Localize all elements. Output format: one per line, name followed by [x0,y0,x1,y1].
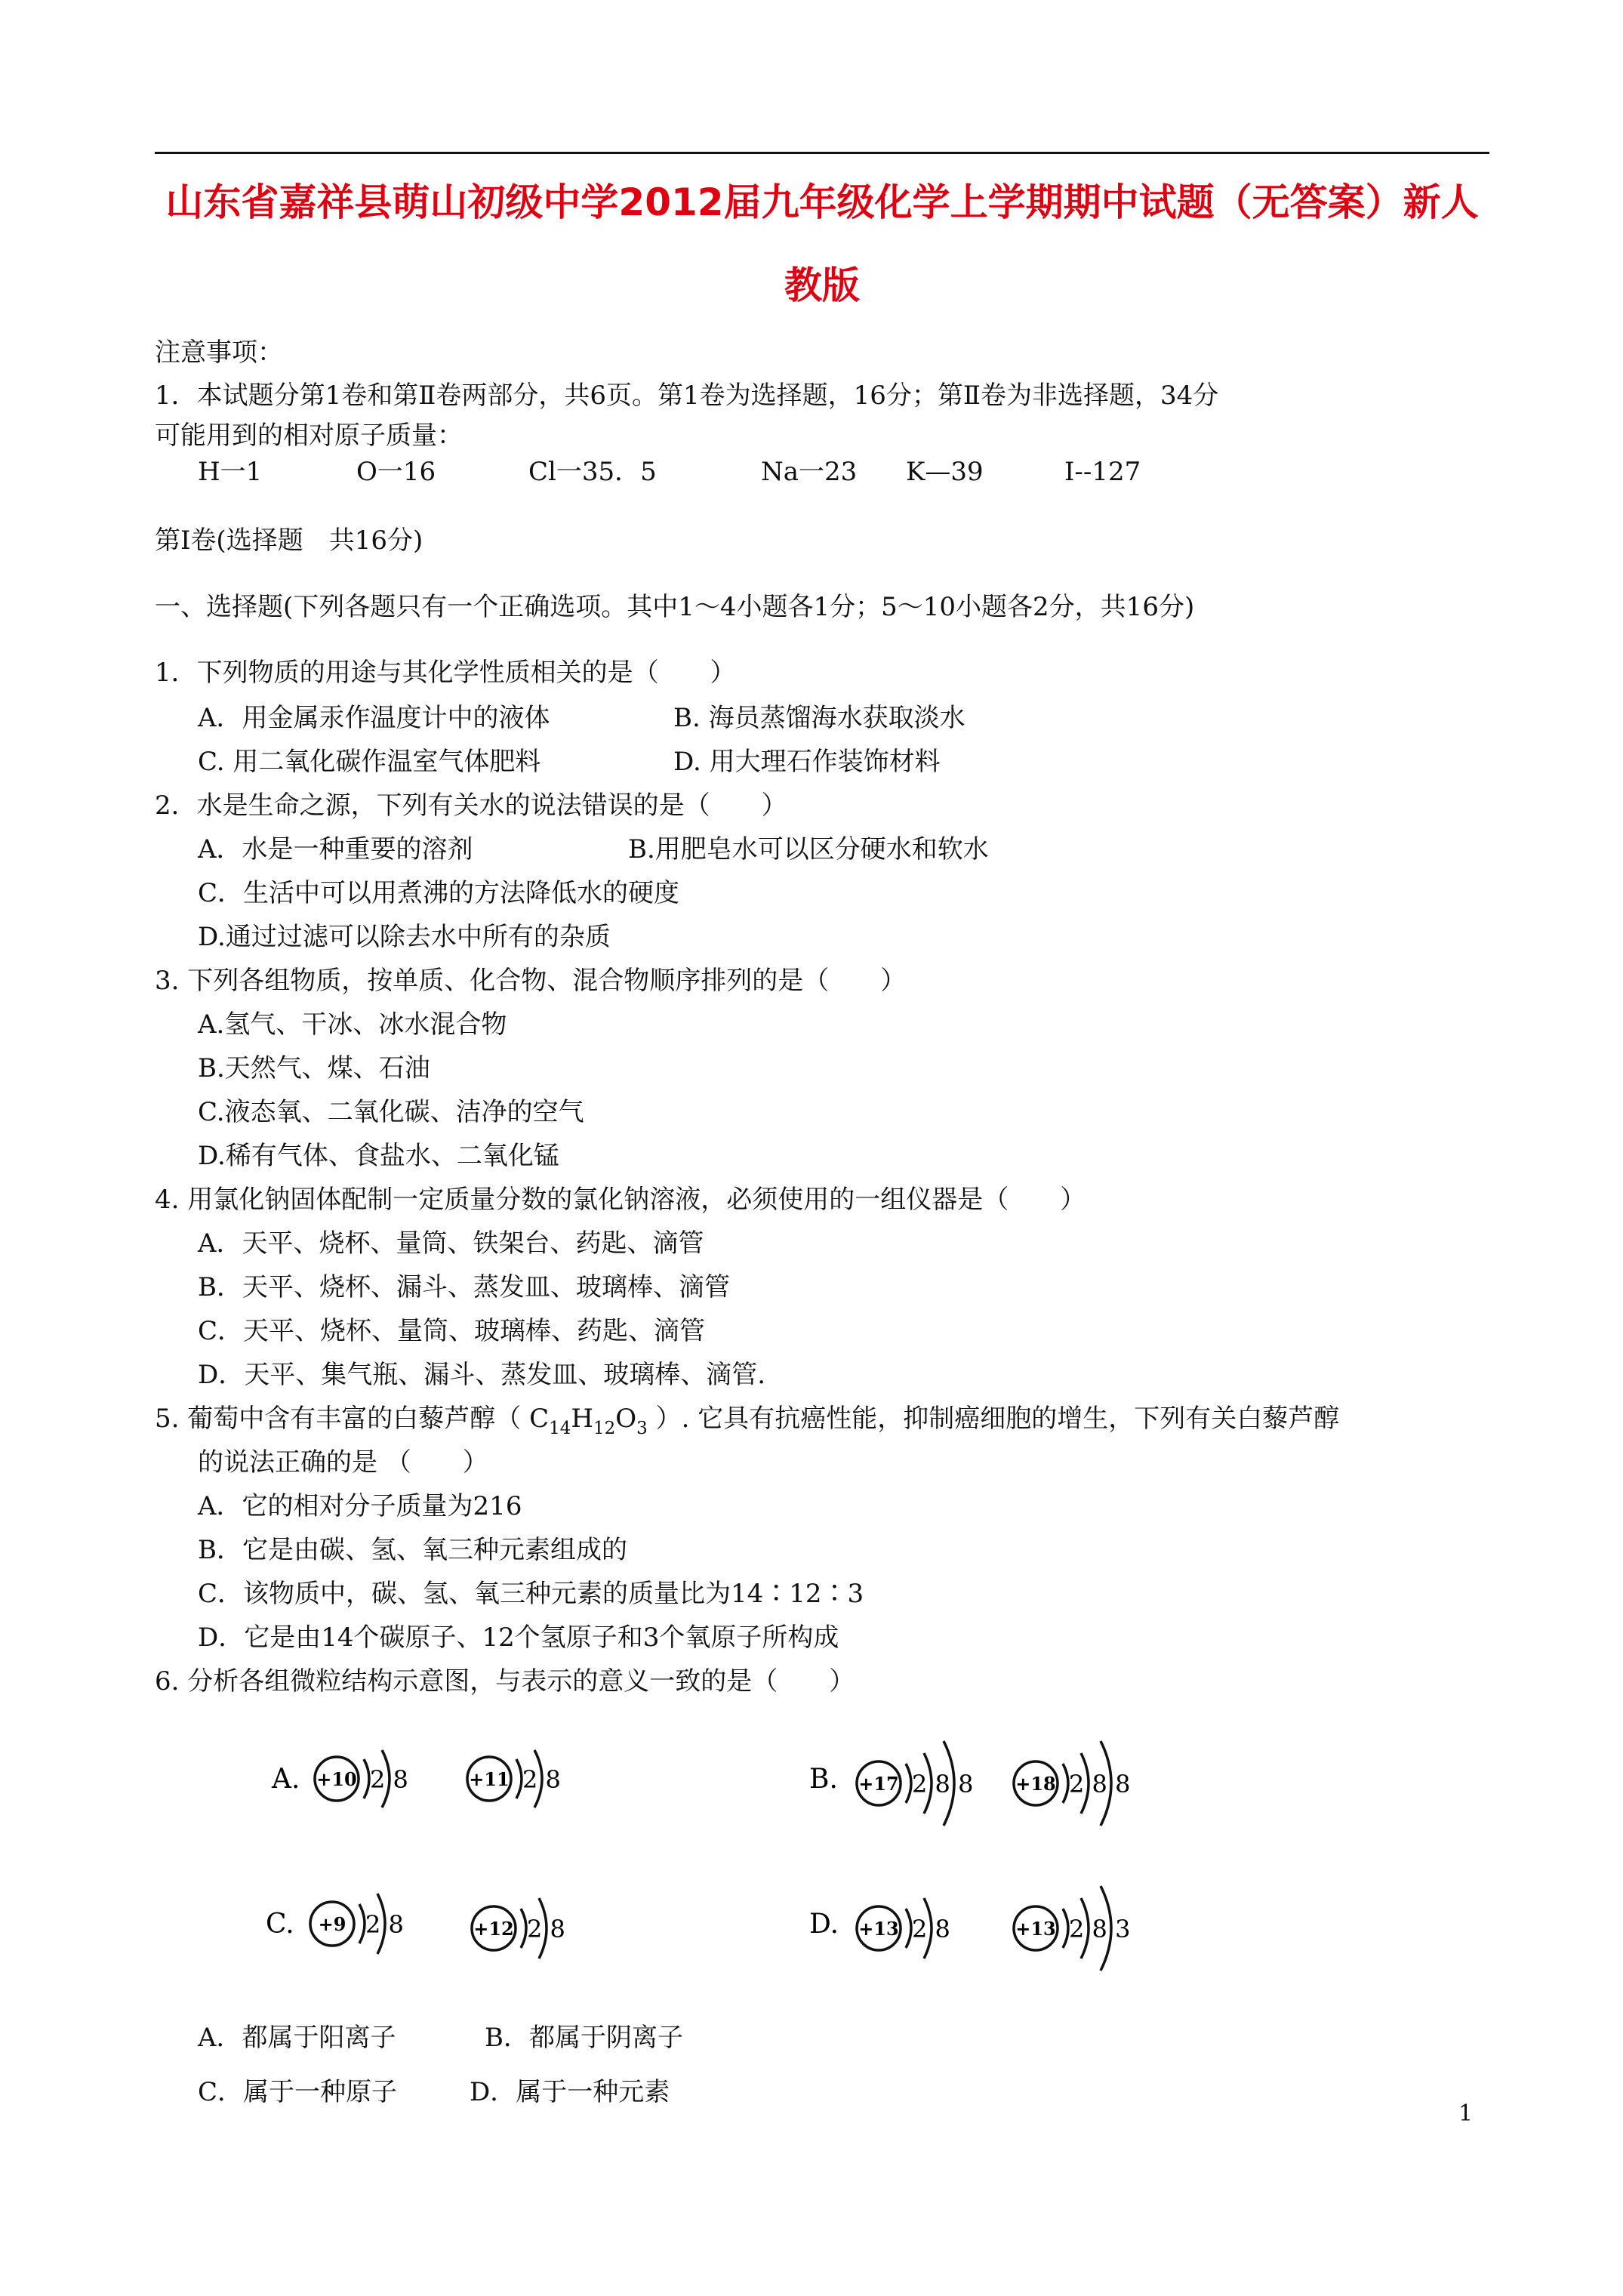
electron-counts: 2 8 3 [1069,1915,1131,1943]
shell-arc [364,1759,369,1798]
notes-item-1: 1．本试题分第1卷和第Ⅱ卷两部分，共6页。第1卷为选择题，16分；第Ⅱ卷为非选择题，34分 [155,381,1219,411]
q3-option-c: C.液态氧、二氧化碳、洁净的空气 [198,1097,584,1127]
q5-stem-prefix: 5. 葡萄中含有丰富的白藜芦醇（ [155,1404,530,1434]
mass-na: Na一23 [761,457,858,487]
section-heading: 第Ⅰ卷(选择题 共16分) [155,525,423,556]
mass-cl: Cl一35．5 [528,457,657,487]
section-instruction: 一、选择题(下列各题只有一个正确选项。其中1～4小题各1分；5～10小题各2分，共16分) [155,592,1195,622]
question-3-stem: 3. 下列各组物质，按单质、化合物、混合物顺序排列的是（ ） [155,966,907,996]
q6-option-b: B．都属于阴离子 [485,2023,683,2053]
mass-heading: 可能用到的相对原子质量： [155,421,463,451]
q3-option-a: A.氢气、干冰、冰水混合物 [198,1009,507,1040]
notes-heading: 注意事项： [155,337,283,368]
electron-counts: 2 8 8 [1069,1770,1131,1798]
q4-option-d: D．天平、集气瓶、漏斗、蒸发皿、玻璃棒、滴管. [198,1360,766,1390]
group-label-c: C. [266,1909,294,1940]
q3-option-b: B.天然气、煤、石油 [198,1053,430,1083]
electron-counts: 2 8 [365,1910,404,1939]
q4-option-c: C．天平、烧杯、量筒、玻璃棒、药匙、滴管 [198,1316,706,1346]
document-title-line1: 山东省嘉祥县萌山初级中学2012届九年级化学上学期期中试题（无答案）新人 [165,180,1479,224]
page-number: 1 [1458,2100,1474,2127]
group-label-d: D. [809,1909,839,1940]
q2-option-a: A．水是一种重要的溶剂 [198,834,473,864]
question-6-stem: 6. 分析各组微粒结构示意图，与表示的意义一致的是（ ） [155,1666,855,1697]
nucleus-charge: +17 [858,1773,899,1795]
q1-option-a: A．用金属汞作温度计中的液体 [198,703,550,733]
q2-option-b: B.用肥皂水可以区分硬水和软水 [628,834,989,864]
question-5-stem [155,1403,1339,1444]
electron-counts: 2 8 8 [912,1770,974,1798]
q3-option-d: D.稀有气体、食盐水、二氧化锰 [198,1141,559,1171]
q5-option-c: C．该物质中，碳、氢、氧三种元素的质量比为14∶12∶3 [198,1579,864,1609]
group-label-b: B. [809,1764,838,1795]
mass-h: H一1 [198,457,263,487]
q5-option-d: D．它是由14个碳原子、12个氢原子和3个氧原子所构成 [198,1623,839,1653]
question-5-stem-line2: 的说法正确的是 （ ） [198,1447,488,1478]
q4-option-a: A．天平、烧杯、量筒、铁架台、药匙、滴管 [198,1228,704,1259]
question-2-stem: 2．水是生命之源，下列有关水的说法错误的是（ ） [155,791,787,821]
question-4-stem: 4. 用氯化钠固体配制一定质量分数的氯化钠溶液，必须使用的一组仪器是（ ） [155,1185,1086,1215]
question-1-stem: 1．下列物质的用途与其化学性质相关的是（ ） [155,658,736,688]
q5-option-b: B．它是由碳、氢、氧三种元素组成的 [198,1535,627,1565]
shell-arc [359,1904,365,1943]
q6-option-a: A．都属于阳离子 [198,2023,396,2053]
q5-stem-suffix: ）. 它具有抗癌性能，抑制癌细胞的增生，下列有关白藜芦醇 [647,1404,1340,1434]
q1-option-c: C. 用二氧化碳作温室气体肥料 [198,747,541,777]
electron-counts: 2 8 [912,1915,950,1943]
nucleus-charge: +13 [858,1918,899,1940]
electron-counts: 2 8 [522,1765,561,1794]
nucleus-charge: +10 [316,1768,357,1790]
electron-counts: 2 8 [527,1915,565,1943]
q2-option-c: C．生活中可以用煮沸的方法降低水的硬度 [198,878,680,908]
shell-arc [516,1759,522,1798]
q4-option-b: B．天平、烧杯、漏斗、蒸发皿、玻璃棒、滴管 [198,1272,730,1302]
shell-arc [1063,1909,1068,1948]
header-rule [155,152,1489,154]
shell-arc [521,1909,526,1948]
group-label-a: A. [272,1764,300,1795]
mass-k: K—39 [906,457,984,487]
shell-arc [906,1909,911,1948]
nucleus-charge: +13 [1015,1918,1056,1940]
nucleus-charge: +18 [1015,1773,1056,1795]
mass-i: I--127 [1064,457,1141,487]
q2-option-d: D.通过过滤可以除去水中所有的杂质 [198,922,611,952]
nucleus-charge: +12 [473,1918,514,1940]
shell-arc [1063,1764,1068,1803]
q6-option-c: C．属于一种原子 [198,2077,398,2107]
mass-o: O一16 [356,457,436,487]
q6-option-d: D．属于一种元素 [470,2077,670,2107]
q1-option-b: B. 海员蒸馏海水获取淡水 [673,703,965,733]
q1-option-d: D. 用大理石作装饰材料 [673,747,941,777]
shell-arc [906,1764,911,1803]
resveratrol-formula: $C_{14}H_{12}O_3$ [529,1404,648,1438]
document-title-line2: 教版 [784,264,860,307]
nucleus-charge: +9 [318,1913,346,1935]
electron-counts: 2 8 [370,1765,408,1794]
q5-option-a: A．它的相对分子质量为216 [198,1491,522,1521]
nucleus-charge: +11 [469,1768,510,1790]
particle-structure-diagrams [0,1715,1623,1972]
